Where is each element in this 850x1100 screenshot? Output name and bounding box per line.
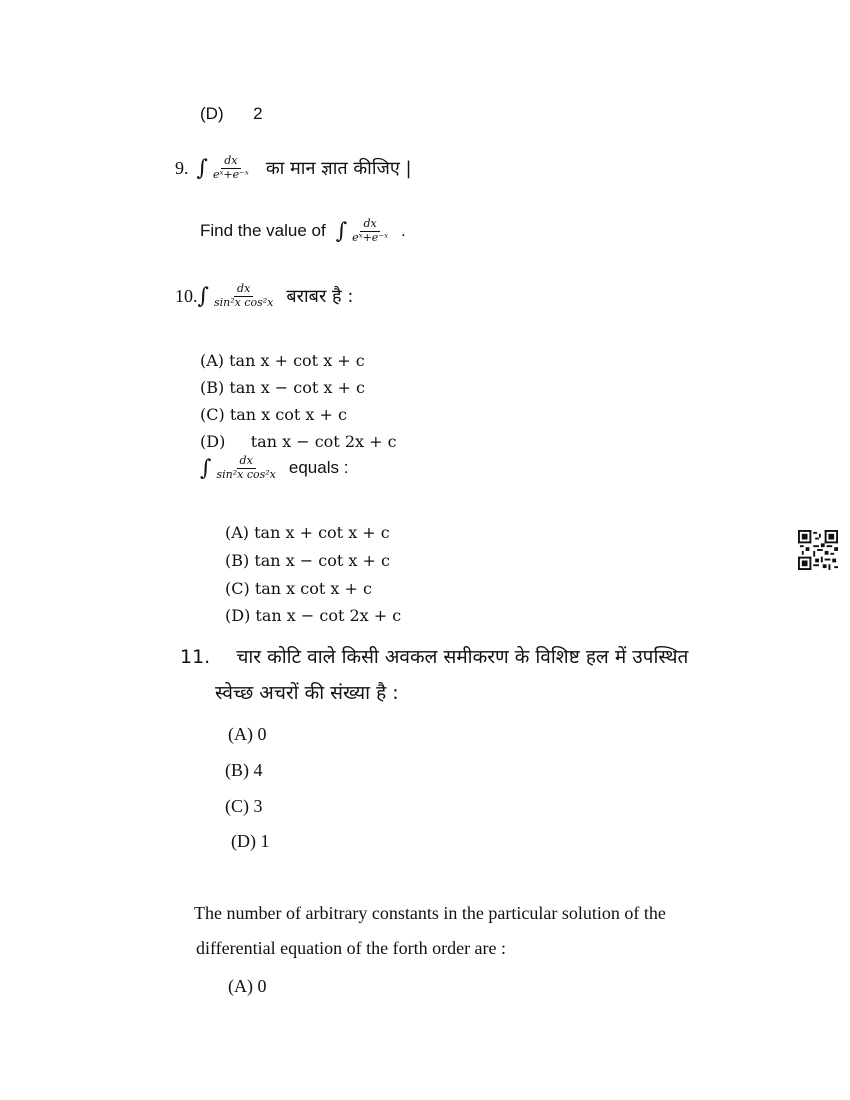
q10-english-option-c: (C) tan x cot x + c bbox=[225, 579, 372, 598]
integral-sign-icon: ∫ bbox=[200, 455, 212, 481]
q11-hindi-option-a: (A) 0 bbox=[228, 724, 267, 744]
q10-english-text: equals : bbox=[288, 458, 349, 478]
q10-fraction bbox=[211, 283, 276, 309]
q10-integral bbox=[198, 283, 277, 309]
q10-fraction-denominator: sin²x cos²x bbox=[213, 295, 274, 309]
q11-hindi-text-line1: चार कोटि वाले किसी अवकल समीकरण के विशिष्ट हल में उपस्थित bbox=[236, 646, 689, 668]
q11-english-line1: The number of arbitrary constants in the particular solution of the bbox=[194, 903, 666, 923]
q10-hindi-line bbox=[175, 283, 353, 309]
q9-english-text: Find the value of bbox=[200, 221, 326, 241]
q11-english-option-a: (A) 0 bbox=[228, 976, 267, 996]
q11-hindi-option-c: (C) 3 bbox=[225, 796, 263, 816]
q10-english-option-a: (A) tan x + cot x + c bbox=[225, 523, 390, 542]
q9-fraction bbox=[210, 155, 252, 181]
q9-english-integral bbox=[336, 218, 391, 244]
qr-code-icon bbox=[798, 530, 838, 570]
q11-number: 11. bbox=[180, 646, 211, 668]
q11-english-line2: differential equation of the forth order are : bbox=[196, 938, 507, 958]
q9-hindi-text: का मान ज्ञात कीजिए | bbox=[265, 158, 412, 180]
q10-english-line bbox=[200, 455, 348, 481]
q9-integral bbox=[197, 155, 252, 181]
q10-number: 10. bbox=[175, 285, 198, 306]
q10-english-fraction-numerator: dx bbox=[237, 455, 256, 469]
q11-hindi-option-d: (D) 1 bbox=[231, 831, 270, 851]
integral-sign-icon: ∫ bbox=[196, 155, 208, 181]
q10-hindi-option-b: (B) tan x − cot x + c bbox=[200, 378, 365, 397]
q10-english-fraction-denominator: sin²x cos²x bbox=[216, 467, 276, 481]
integral-sign-icon: ∫ bbox=[197, 283, 209, 309]
q10-fraction-numerator: dx bbox=[234, 283, 253, 297]
integral-sign-icon: ∫ bbox=[335, 218, 348, 244]
q9-hindi-line bbox=[175, 155, 412, 181]
q9-english-fraction-numerator: dx bbox=[360, 218, 379, 232]
q9-english-line bbox=[200, 218, 406, 244]
q10-hindi-option-a: (A) tan x + cot x + c bbox=[200, 351, 365, 370]
q9-english-fraction bbox=[349, 218, 391, 244]
q10-hindi-text: बराबर है : bbox=[286, 286, 354, 308]
q9-fraction-numerator: dx bbox=[221, 155, 240, 169]
q11-hindi-option-b: (B) 4 bbox=[225, 760, 263, 780]
q8-option-d-label: (D) bbox=[200, 104, 224, 123]
q9-number: 9. bbox=[175, 157, 189, 178]
q11-hindi-line2: स्वेच्छ अचरों की संख्या है : bbox=[215, 682, 399, 704]
q11-hindi-line1 bbox=[180, 643, 688, 669]
q9-english-period: . bbox=[401, 221, 406, 241]
q9-english-fraction-denominator: eˣ+e⁻ˣ bbox=[352, 230, 389, 244]
q10-hindi-option-d: (D) tan x − cot 2x + c bbox=[200, 432, 397, 451]
q8-option-d bbox=[200, 104, 263, 124]
q10-english-integral bbox=[200, 455, 279, 481]
q10-english-option-b: (B) tan x − cot x + c bbox=[225, 551, 390, 570]
q10-english-option-d: (D) tan x − cot 2x + c bbox=[225, 606, 402, 625]
q10-english-fraction bbox=[213, 455, 278, 481]
q8-option-d-value: 2 bbox=[253, 104, 263, 123]
q10-hindi-option-c: (C) tan x cot x + c bbox=[200, 405, 347, 424]
q9-fraction-denominator: eˣ+e⁻ˣ bbox=[212, 167, 249, 181]
